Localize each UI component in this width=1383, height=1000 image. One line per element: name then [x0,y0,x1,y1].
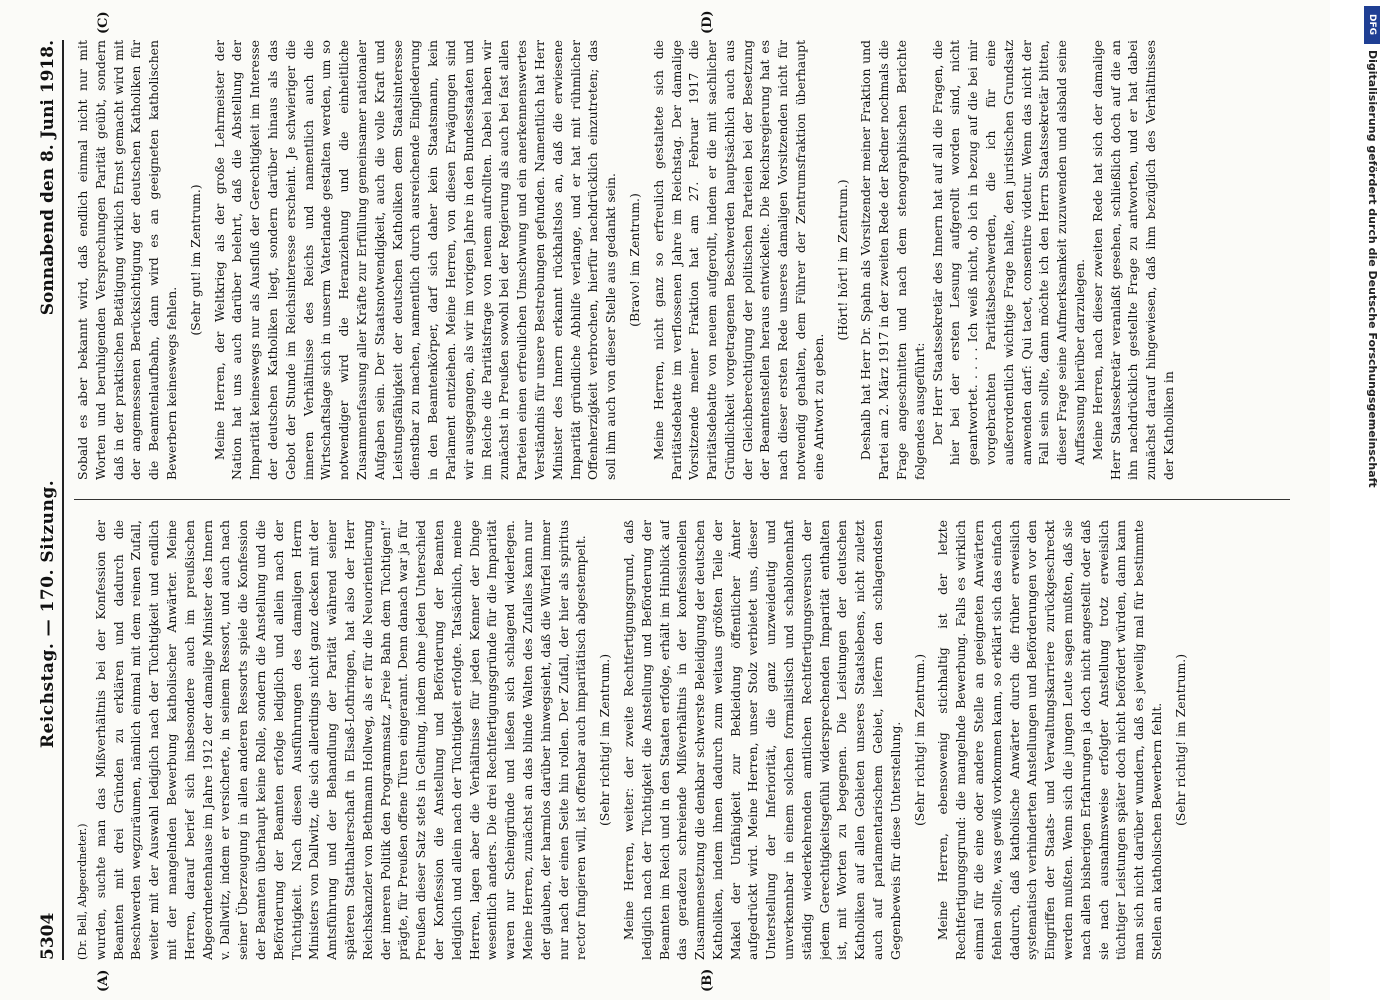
margin-marker-a: (A) [96,969,111,992]
margin-marker-b: (B) [700,968,715,992]
paragraph: Deshalb hat Herr Dr. Spahn als Vorsitzender meiner Fraktion und Partei am 2. März 1917 in der zweiten Rede der Redner nochmals die Frage angeschnitten und nach dem stenographischen Berichte folgendes ausgeführt: [858,40,927,480]
interjection: (Sehr richtig! im Zentrum.) [911,653,927,827]
paragraph: Meine Herren, nach dieser zweiten Rede hat sich der damalige Herr Staatssekretär veranlaßt gesehen, schließlich doch auf die an ihn nachdrücklich gestellte Frage zu antworten, und er hat dabei zunächst darauf hingewiesen, daß ihm bezüglich des Verhältnisses der Katholiken in [1089,40,1177,480]
digitization-credit [1365,50,1379,850]
speaker-line: (Dr. Bell, Abgeordneter.) [76,823,89,960]
left-column [74,520,1290,960]
page-header [18,40,64,960]
paragraph: Sobald es aber bekannt wird, daß endlich einmal nicht nur mit Worten und beruhigenden Versprechungen Parität geübt, sondern daß in der praktischen Betätigung wirklich Ernst gemacht wird mit der angemessenen Berücksichtigung der deutschen Katholiken für die Beamtenlaufbahn, dann wird es an geeigneten katholischen Bewerbern keineswegs fehlen. [75,40,179,480]
paragraph: Meine Herren, weiter: der zweite Rechtfertigungsgrund, daß lediglich nach der Tüchtigkeit die Anstellung und Beförderung der Beamten im Reich und in den Staaten erfolge, erhält im Hinblick auf das geradezu schreiende Mißverhältnis in der konfessionellen Zusammensetzung die denkbar schwerste Beleidigung der deutschen Katholiken, indem ihnen dadurch zum weitaus größten Teile der Makel der Unfähigkeit zur Bekleidung öffentlicher Ämter aufgedrückt wird. Meine Herren, unser Stolz verbietet uns, dieser Unterstellung der Inferiorität, die ganz unzweideutig und unverkennbar in einem solchen formalistisch und schablonenhaft ständig wiederkehrenden amtlichen Rechtfertigungsversuch der jedem Gerechtigkeitsgefühl widersprechenden Imparität enthalten ist, mit Worten zu begegnen. Die Leistungen der deutschen Katholiken auf allen Gebieten unseres Staatslebens, nicht zuletzt auch auf parlamentarischem Gebiet, liefern den schlagendsten Gegenbeweis für diese Unterstellung. [620,520,903,960]
dfg-logo-text: DFG [1367,14,1377,36]
interjection: (Sehr richtig! im Zentrum.) [597,653,613,827]
interjection: (Sehr richtig! im Zentrum.) [1172,653,1188,827]
paragraph: Meine Herren, der Weltkrieg als der große Lehrmeister der Nation hat uns auch darüber belehrt, daß die Abstellung der Imparität keineswegs nur als Ausfluß der Gerechtigkeit im Interesse der deutschen Katholiken liegt, sondern darüber hinaus als das Gebot der Stunde im Reichsinteresse erscheint. Je schwieriger die inneren Verhältnisse des Reichs und namentlich auch die Wirtschaftslage sich in unserm Vaterlande gestalten werden, um so notwendiger wird die Heranziehung und die einheitliche Zusammenfassung aller Kräfte zur Erfüllung gemeinsamer nationaler Aufgaben sein. Der Staatsnotwendigkeit, auch die volle Kraft und Leistungsfähigkeit der deutschen Katholiken dem Staatsinteresse dienstbar zu machen, namentlich durch ausreichende Eingliederung in den Beamtenkörper, darf sich daher kein Staatsmann, kein Parlament entziehen. Meine Herren, von diesen Erwägungen sind wir ausgegangen, als wir im vorigen Jahre in den Bundesstaaten und im Reiche die Paritätsfrage von neuem aufrollten. Dabei haben wir zunächst in Preußen sowohl bei der Regierung als auch bei fast allen Parteien einen erfreulichen Umschwung und ein anerkennenswertes Verständnis für unsere Bestrebungen gefunden. Namentlich hat Herr Minister des Innern erkannt rückhaltslos an, daß die erwiesene Imparität gründliche Abhilfe verlange, und er hat mit rühmlicher Offenherzigkeit verbrochen, hierfür nachdrücklich einzutreten; das soll ihm auch von dieser Stelle aus gedankt sein. [211,40,619,480]
paragraph: Meine Herren, ebensowenig stichhaltig ist der letzte Rechtfertigungsgrund: die mangelnde Bewerbung. Falls es wirklich einmal für die eine oder andere Stelle an geeigneten Anwärtern fehlen sollte, was gewiß vorkommen kann, so erklärt sich das einfach dadurch, daß katholische Anwärter durch die früher erweislich systematisch verhinderten Anstellungen und Beförderungen vor den Eingriffen der Staats- und Verwaltungskarriere zurückgeschreckt werden mußten. Wenn sich die jungen Leute sagen mußten, daß sie nach allen bisherigen Erfahrungen ja doch nicht angestellt oder daß sie nach ausnahmsweise erfolgter Anstellung trotz erweislich tüchtiger Leistungen später doch nicht befördert würden, dann kann man sich nicht darüber wundern, daß es jeweilig mal für bestimmte Stellen an katholischen Bewerbern fehlt. [935,520,1165,960]
session-title: Reichstag. — 170. Sitzung. [38,479,58,749]
quotation: Der Herr Staatssekretär des Innern hat auf all die Fragen, die hier bei der ersten Lesung aufgerollt worden sind, nicht geantwortet. . . . . Ich weiß nicht, ob ich in bezug auf die bei mir vorgebrachten Paritätsbeschwerden, die ich für eine außerordentlich wichtige Frage halte, den juristischen Grundsatz anwenden darf: Qui tacet, consentire videtur. Wenn das nicht der Fall sein sollte, dann möchte ich den Herrn Staatssekretär bitten, dieser Frage seine Aufmerksamkeit zuzuwenden und alsbald seine Auffassung hierüber darzulegen. [929,40,1088,466]
margin-marker-d: (D) [700,10,715,34]
dfg-logo [1364,6,1380,44]
interjection: (Bravo! im Zentrum.) [626,193,642,327]
session-date: Sonnabend den 8. Juni 1918. [38,40,58,316]
interjection: (Sehr gut! im Zentrum.) [187,184,203,336]
right-column [74,40,1290,480]
paragraph: wurden, suchte man das Mißverhältnis bei der Konfession der Beamten mit drei Gründen zu erklären und dadurch die Beschwerden wegzuräumen, nämlich einmal mit dem reinen Zufall, weiter mit der Auswahl lediglich nach der Tüchtigkeit und endlich mit der mangelnden Bewerbung katholischer Anwärter. Meine Herren, darauf berief sich insbesondere auch im preußischen Abgeordnetenhause im Jahre 1912 der damalige Minister des Innern v. Dallwitz, indem er versicherte, in seinem Ressort, und auch nach seiner Überzeugung in allen anderen Ressorts spiele die Konfession der Beamten überhaupt keine Rolle, sondern die Anstellung und die Beförderung der Beamten erfolge lediglich und allein nach der Tüchtigkeit. Nach diesen Ausführungen des damaligen Herrn Ministers von Dallwitz, die sich allerdings nicht ganz decken mit der Amtsführung und der Behandlung der Parität während seiner späteren Statthalterschaft in Elsaß-Lothringen, hat also der Herr Reichskanzler von Bethmann Hollweg, als er für die Neuorientierung der inneren Politik den Programmsatz „Freie Bahn dem Tüchtigen!“ prägte, für Preußen offene Türen eingerannt. Denn danach war ja für Preußen dieser Satz stets in Geltung, indem ohne jeden Unterschied der Konfession die Anstellung und Beförderung der Beamten lediglich und allein nach der Tüchtigkeit erfolgte. Tatsächlich, meine Herren, lagen aber die Verhältnisse für jeden Kenner der Dinge wesentlich anders. Die drei Rechtfertigungsgründe für die Imparität waren nur Scheingründe und ließen sich schlagend widerlegen. Meine Herren, zunächst an das blinde Walten des Zufalles kann nur der glauben, der harmlos darüber hinwegsieht, daß die Würfel immer nur nach der einen Seite hin rollen. Der Zufall, der hier als spiritus rector fungieren will, ist offenbar auch imparitätisch abgestempelt. [92,520,589,960]
interjection: (Hört! hört! im Zentrum.) [834,179,850,341]
column-divider [74,499,1290,500]
credit-text: Digitalisierung gefördert durch die Deutsche Forschungsgemeinschaft [1366,50,1379,488]
page-number: 5304 [38,912,58,960]
paragraph: Meine Herren, nicht ganz so erfreulich gestaltete sich die Paritätsdebatte im verflossenen Jahre im Reichstag. Der damalige Vorsitzende meiner Fraktion hat am 27. Februar 1917 die Paritätsdebatte von neuem aufgerollt, indem er die mit sachlicher Gründlichkeit vorgetragenen Beschwerden hauptsächlich auch aus der Gleichberechtigung der politischen Parteien bei der Besetzung der Beamtenstellen heraus entwickelte. Die Reichsregierung hat es nach dieser ersten Rede unseres damaligen Vorsitzenden nicht für notwendig gehalten, dem Führer der Zentrumsfraktion überhaupt eine Antwort zu geben. [650,40,826,480]
margin-marker-c: (C) [96,11,111,34]
